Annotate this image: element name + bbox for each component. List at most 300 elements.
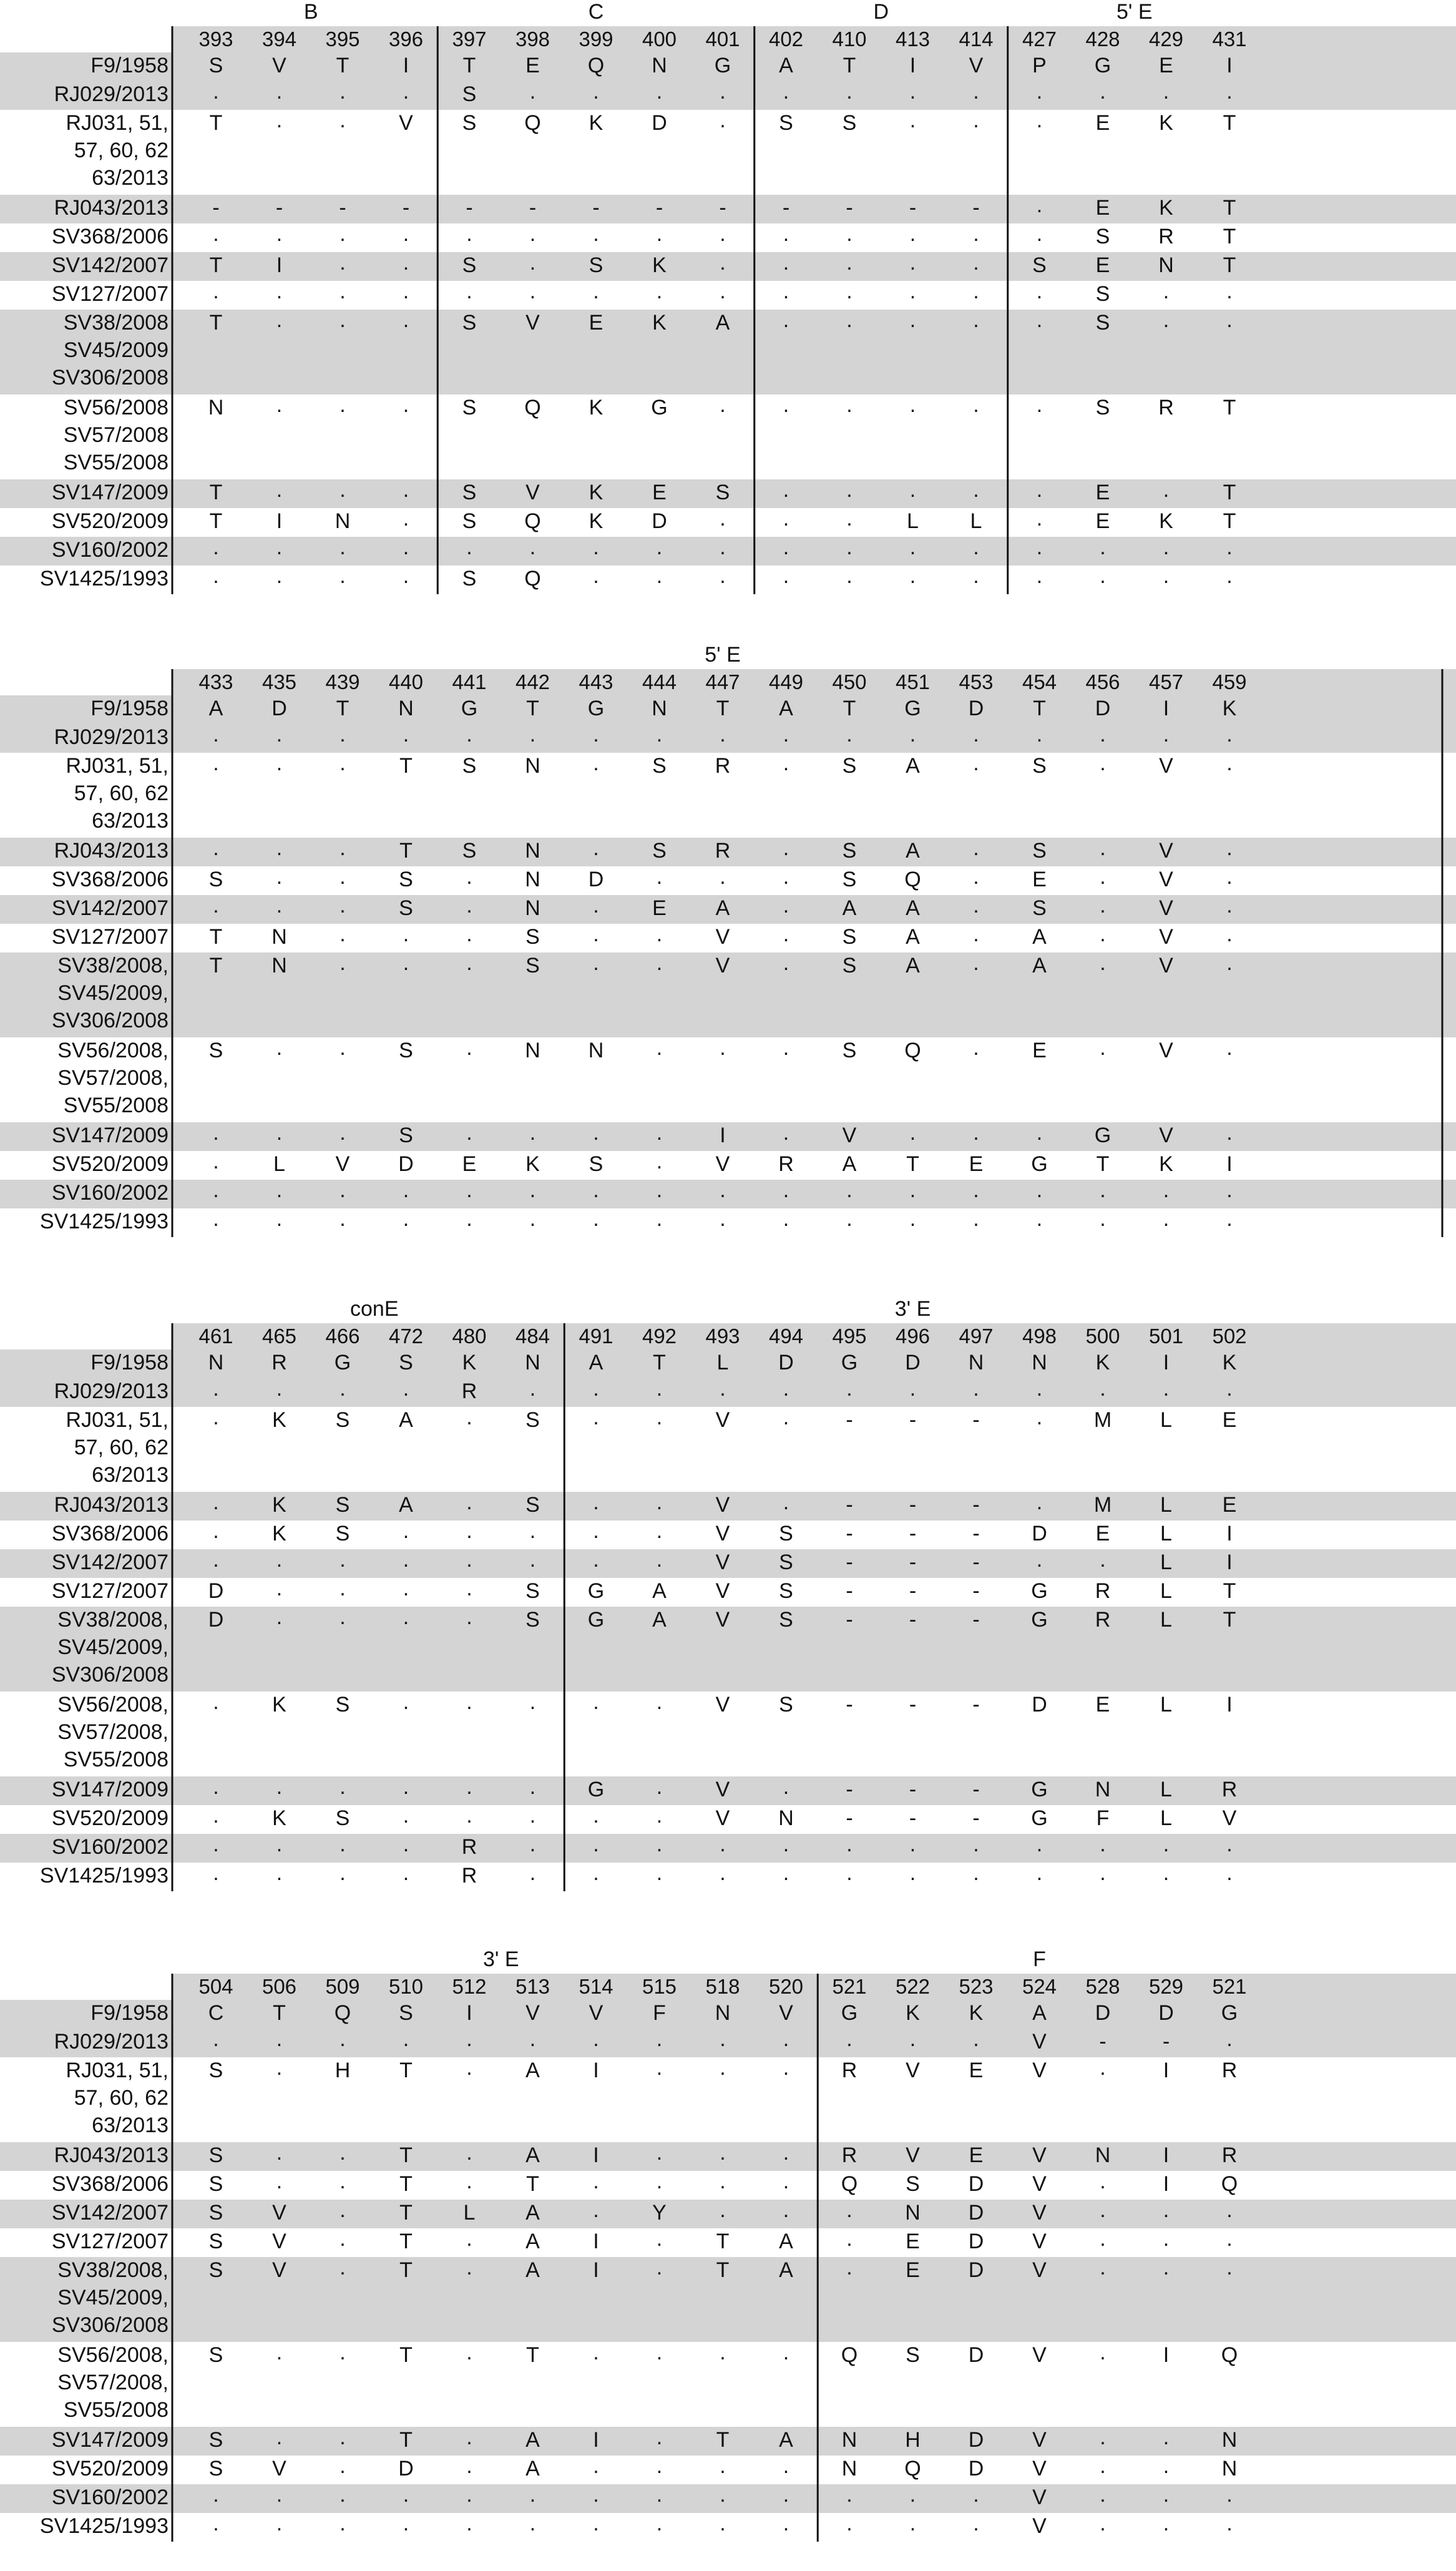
- region-label: 3' E: [482, 1947, 519, 1971]
- residue-cell: S: [208, 1039, 223, 1062]
- residue-cell: V: [715, 954, 730, 977]
- residue-cell: V: [1032, 2343, 1047, 2367]
- residue-cell: T: [653, 1351, 666, 1374]
- residue-cell: .: [846, 2027, 853, 2051]
- residue-cell: .: [783, 1207, 789, 1231]
- residue-cell: .: [213, 564, 219, 588]
- region-label: 5' E: [1116, 0, 1153, 24]
- residue-cell: .: [1226, 2198, 1233, 2222]
- residue-cell: .: [1036, 564, 1043, 588]
- residue-cell: A: [525, 2428, 540, 2452]
- residue-cell: .: [846, 1833, 853, 1856]
- residue-cell: K: [525, 1152, 540, 1176]
- residue-cell: S: [1095, 311, 1110, 335]
- residue-cell: .: [276, 393, 283, 417]
- residue-cell: .: [1100, 894, 1106, 918]
- residue-cell: G: [1094, 1124, 1112, 1147]
- residue-cell: .: [1036, 193, 1043, 217]
- residue-cell: .: [276, 1548, 283, 1572]
- residue-cell: -: [529, 196, 537, 220]
- residue-cell: I: [1226, 54, 1233, 77]
- residue-cell: S: [462, 396, 477, 419]
- position-number: 465: [261, 1325, 297, 1348]
- residue-cell: S: [399, 896, 413, 920]
- residue-cell: Q: [841, 2172, 858, 2196]
- residue-cell: G: [1031, 1579, 1048, 1603]
- residue-cell: E: [652, 896, 667, 920]
- residue-cell: .: [276, 1833, 283, 1856]
- residue-cell: D: [968, 2258, 984, 2282]
- residue-cell: N: [778, 1806, 794, 1830]
- position-number: 450: [832, 670, 867, 693]
- position-number: 472: [388, 1325, 424, 1348]
- residue-cell: V: [525, 311, 540, 335]
- residue-cell: .: [340, 836, 346, 860]
- residue-cell: A: [906, 754, 920, 778]
- residue-cell: D: [905, 1351, 921, 1374]
- residue-cell: .: [403, 2512, 409, 2535]
- residue-cell: .: [783, 2512, 789, 2535]
- residue-cell: .: [1226, 2227, 1233, 2251]
- residue-cell: .: [656, 2170, 663, 2193]
- strain-label: 57, 60, 62: [74, 781, 169, 805]
- residue-cell: .: [973, 752, 979, 775]
- residue-cell: .: [593, 1377, 599, 1401]
- residue-cell: .: [1100, 2256, 1106, 2280]
- region-label: C: [588, 0, 604, 24]
- residue-cell: .: [783, 2027, 789, 2051]
- residue-cell: .: [593, 1406, 599, 1429]
- residue-cell: .: [846, 280, 853, 303]
- residue-cell: .: [1226, 80, 1233, 104]
- residue-cell: .: [213, 723, 219, 747]
- residue-cell: .: [846, 2227, 853, 2251]
- residue-cell: N: [271, 954, 287, 977]
- residue-cell: .: [846, 564, 853, 588]
- residue-cell: T: [1223, 509, 1236, 533]
- residue-cell: G: [587, 1579, 605, 1603]
- residue-cell: F: [1096, 1806, 1110, 1830]
- strain-label: SV56/2008,: [57, 1693, 169, 1716]
- strain-label: SV1425/1993: [39, 1210, 169, 1233]
- residue-cell: V: [715, 1693, 730, 1716]
- residue-cell: .: [529, 1548, 536, 1572]
- residue-cell: V: [272, 2201, 286, 2225]
- residue-cell: E: [525, 54, 540, 77]
- residue-cell: .: [340, 109, 346, 132]
- residue-cell: .: [1226, 1833, 1233, 1856]
- residue-cell: .: [973, 393, 979, 417]
- residue-cell: A: [779, 54, 793, 77]
- residue-cell: E: [1095, 481, 1110, 504]
- residue-cell: .: [529, 1775, 536, 1799]
- residue-cell: .: [593, 1833, 599, 1856]
- residue-cell: .: [656, 536, 663, 559]
- residue-cell: Q: [524, 509, 541, 533]
- residue-cell: .: [846, 478, 853, 502]
- residue-cell: .: [276, 2027, 283, 2051]
- residue-cell: I: [1226, 1522, 1233, 1545]
- residue-cell: S: [906, 2172, 920, 2196]
- residue-cell: .: [593, 894, 599, 918]
- residue-cell: E: [652, 481, 667, 504]
- residue-cell: N: [841, 2457, 857, 2480]
- position-number: 495: [832, 1325, 867, 1348]
- residue-cell: .: [783, 894, 789, 918]
- residue-cell: .: [340, 1121, 346, 1145]
- residue-cell: E: [1095, 253, 1110, 277]
- residue-cell: S: [208, 2172, 223, 2196]
- residue-cell: V: [1159, 1039, 1173, 1062]
- residue-cell: .: [466, 1207, 472, 1231]
- residue-cell: .: [403, 280, 409, 303]
- residue-cell: L: [1160, 1608, 1172, 1632]
- position-number: 521: [832, 1975, 867, 1998]
- residue-cell: E: [1095, 1693, 1110, 1716]
- residue-cell: K: [272, 1693, 286, 1716]
- strain-label: SV142/2007: [51, 1550, 169, 1574]
- residue-cell: G: [587, 1608, 605, 1632]
- position-number: 480: [452, 1325, 487, 1348]
- residue-cell: -: [909, 1806, 917, 1830]
- residue-cell: A: [652, 1579, 667, 1603]
- residue-cell: I: [1163, 2143, 1170, 2167]
- residue-cell: S: [779, 1693, 793, 1716]
- strain-label: SV127/2007: [51, 282, 169, 306]
- position-number: 522: [895, 1975, 931, 1998]
- residue-cell: .: [783, 1861, 789, 1885]
- residue-cell: .: [213, 1519, 219, 1543]
- residue-cell: T: [1223, 1579, 1236, 1603]
- residue-cell: .: [656, 1833, 663, 1856]
- residue-cell: .: [466, 2256, 472, 2280]
- residue-cell: .: [846, 2483, 853, 2507]
- residue-cell: D: [398, 1152, 414, 1176]
- residue-cell: V: [1032, 2230, 1047, 2253]
- position-number: 440: [388, 670, 424, 693]
- residue-cell: .: [593, 1178, 599, 1202]
- residue-cell: .: [656, 865, 663, 889]
- residue-cell: .: [720, 507, 726, 531]
- residue-cell: .: [276, 1121, 283, 1145]
- residue-cell: .: [593, 222, 599, 246]
- residue-cell: S: [779, 1608, 793, 1632]
- residue-cell: -: [212, 196, 220, 220]
- residue-cell: .: [656, 564, 663, 588]
- strain-label: SV520/2009: [51, 1152, 169, 1176]
- residue-cell: S: [589, 1152, 603, 1176]
- residue-cell: .: [1226, 951, 1233, 975]
- residue-cell: .: [909, 2483, 916, 2507]
- residue-cell: .: [593, 2170, 599, 2193]
- residue-cell: .: [403, 1207, 409, 1231]
- residue-cell: T: [209, 509, 223, 533]
- residue-cell: N: [1032, 1351, 1047, 1374]
- residue-cell: .: [973, 836, 979, 860]
- residue-cell: .: [529, 723, 536, 747]
- residue-cell: V: [842, 1124, 857, 1147]
- residue-cell: T: [209, 925, 223, 949]
- residue-cell: .: [1100, 836, 1106, 860]
- residue-cell: .: [783, 1491, 789, 1514]
- residue-cell: .: [656, 2056, 663, 2080]
- strain-label: RJ043/2013: [54, 839, 169, 863]
- residue-cell: G: [651, 396, 668, 419]
- strain-label: SV45/2009,: [57, 2286, 169, 2309]
- residue-cell: N: [335, 509, 351, 533]
- residue-cell: D: [968, 2201, 984, 2225]
- residue-cell: .: [593, 1491, 599, 1514]
- residue-cell: .: [1100, 2056, 1106, 2080]
- residue-cell: .: [529, 1861, 536, 1885]
- residue-cell: T: [336, 697, 349, 720]
- residue-cell: A: [779, 2258, 793, 2282]
- residue-cell: .: [1163, 2227, 1170, 2251]
- residue-cell: .: [466, 536, 472, 559]
- residue-cell: .: [656, 2256, 663, 2280]
- residue-cell: .: [783, 2483, 789, 2507]
- residue-cell: E: [1222, 1408, 1237, 1432]
- strain-label: RJ029/2013: [54, 82, 169, 106]
- residue-cell: .: [720, 2198, 726, 2222]
- residue-cell: S: [1032, 896, 1047, 920]
- residue-cell: .: [909, 1207, 916, 1231]
- residue-cell: .: [783, 723, 789, 747]
- position-number: 442: [515, 670, 550, 693]
- residue-cell: -: [972, 1778, 980, 1801]
- residue-cell: .: [276, 1207, 283, 1231]
- residue-cell: -: [782, 196, 790, 220]
- residue-cell: .: [340, 2227, 346, 2251]
- residue-cell: A: [906, 896, 920, 920]
- residue-cell: .: [1163, 2198, 1170, 2222]
- residue-cell: I: [593, 2230, 599, 2253]
- position-number: 449: [768, 670, 804, 693]
- strain-label: SV368/2006: [51, 1522, 169, 1545]
- residue-cell: .: [276, 109, 283, 132]
- residue-cell: K: [969, 2001, 984, 2025]
- residue-cell: .: [1100, 1861, 1106, 1885]
- residue-cell: G: [841, 1351, 858, 1374]
- residue-cell: R: [1095, 1608, 1111, 1632]
- residue-cell: .: [783, 836, 789, 860]
- residue-cell: .: [846, 393, 853, 417]
- residue-cell: .: [1163, 1861, 1170, 1885]
- residue-cell: .: [1036, 507, 1043, 531]
- residue-cell: .: [783, 536, 789, 559]
- residue-cell: .: [340, 536, 346, 559]
- residue-cell: A: [1032, 2001, 1047, 2025]
- residue-cell: .: [1226, 2483, 1233, 2507]
- residue-cell: -: [909, 1778, 917, 1801]
- residue-cell: .: [466, 2426, 472, 2449]
- residue-cell: H: [335, 2059, 351, 2082]
- residue-cell: R: [1221, 1778, 1238, 1801]
- residue-cell: .: [1036, 1406, 1043, 1429]
- residue-cell: S: [208, 2258, 223, 2282]
- residue-cell: .: [466, 2027, 472, 2051]
- residue-cell: .: [276, 1577, 283, 1600]
- residue-cell: .: [340, 2141, 346, 2165]
- residue-cell: S: [652, 839, 667, 863]
- residue-cell: A: [779, 2230, 793, 2253]
- residue-cell: .: [213, 1548, 219, 1572]
- residue-cell: V: [1032, 2428, 1047, 2452]
- residue-cell: I: [466, 2001, 472, 2025]
- residue-cell: S: [335, 1493, 350, 1517]
- residue-cell: S: [779, 1522, 793, 1545]
- residue-cell: .: [593, 1121, 599, 1145]
- residue-cell: .: [340, 2512, 346, 2535]
- residue-cell: .: [213, 80, 219, 104]
- strain-label: RJ043/2013: [54, 196, 169, 220]
- residue-cell: V: [272, 54, 286, 77]
- residue-cell: .: [276, 222, 283, 246]
- residue-cell: .: [403, 1833, 409, 1856]
- residue-cell: K: [589, 111, 603, 135]
- residue-cell: S: [715, 481, 730, 504]
- residue-cell: G: [1094, 54, 1112, 77]
- strain-label: SV147/2009: [51, 481, 169, 504]
- residue-cell: .: [213, 2512, 219, 2535]
- residue-cell: V: [272, 2258, 286, 2282]
- residue-cell: S: [652, 754, 667, 778]
- residue-cell: .: [720, 2454, 726, 2478]
- residue-cell: .: [340, 222, 346, 246]
- residue-cell: N: [525, 1351, 540, 1374]
- residue-cell: A: [208, 697, 223, 720]
- strain-label: F9/1958: [90, 54, 169, 77]
- strain-label: SV55/2008: [63, 2398, 169, 2422]
- region-label: D: [873, 0, 889, 24]
- residue-cell: L: [907, 509, 919, 533]
- residue-cell: E: [969, 2059, 984, 2082]
- position-number: 393: [198, 27, 233, 51]
- residue-cell: V: [272, 2457, 286, 2480]
- residue-cell: .: [909, 308, 916, 332]
- residue-cell: .: [720, 564, 726, 588]
- residue-cell: V: [272, 2230, 286, 2253]
- residue-cell: .: [529, 251, 536, 275]
- residue-cell: .: [1163, 1377, 1170, 1401]
- residue-cell: E: [1032, 1039, 1047, 1062]
- residue-cell: R: [461, 1379, 477, 1403]
- residue-cell: S: [842, 954, 857, 977]
- residue-cell: R: [841, 2143, 857, 2167]
- residue-cell: D: [968, 2428, 984, 2452]
- region-label: 5' E: [705, 643, 741, 667]
- residue-cell: .: [1100, 2341, 1106, 2364]
- residue-cell: .: [1036, 1121, 1043, 1145]
- position-number: 439: [325, 670, 360, 693]
- residue-cell: .: [403, 2027, 409, 2051]
- alignment-panel-3: [0, 1297, 1456, 1891]
- residue-cell: .: [656, 923, 663, 946]
- residue-cell: .: [973, 2512, 979, 2535]
- residue-cell: K: [1159, 196, 1173, 220]
- residue-cell: .: [340, 2170, 346, 2193]
- residue-cell: .: [846, 507, 853, 531]
- residue-cell: .: [340, 1178, 346, 1202]
- residue-cell: A: [1032, 925, 1047, 949]
- residue-cell: .: [276, 2512, 283, 2535]
- strain-label: SV368/2006: [51, 225, 169, 248]
- residue-cell: .: [656, 1150, 663, 1173]
- residue-cell: .: [213, 1377, 219, 1401]
- residue-cell: .: [593, 564, 599, 588]
- residue-cell: T: [1223, 481, 1236, 504]
- residue-cell: K: [906, 2001, 920, 2025]
- residue-cell: .: [1036, 478, 1043, 502]
- residue-cell: N: [525, 839, 540, 863]
- residue-cell: A: [525, 2457, 540, 2480]
- residue-cell: Q: [904, 2457, 921, 2480]
- residue-cell: .: [466, 1036, 472, 1060]
- residue-cell: .: [340, 280, 346, 303]
- residue-cell: A: [525, 2059, 540, 2082]
- residue-cell: .: [973, 2027, 979, 2051]
- residue-cell: .: [909, 1178, 916, 1202]
- residue-cell: T: [209, 311, 223, 335]
- strain-label: F9/1958: [90, 697, 169, 720]
- residue-cell: T: [399, 2230, 413, 2253]
- residue-cell: .: [276, 1178, 283, 1202]
- residue-cell: .: [846, 308, 853, 332]
- residue-cell: .: [1100, 1178, 1106, 1202]
- residue-cell: .: [973, 478, 979, 502]
- residue-cell: .: [403, 564, 409, 588]
- residue-cell: S: [462, 839, 477, 863]
- position-number: 500: [1085, 1325, 1120, 1348]
- residue-cell: S: [462, 754, 477, 778]
- strain-label: RJ043/2013: [54, 2143, 169, 2167]
- residue-cell: S: [779, 111, 793, 135]
- residue-cell: Q: [524, 396, 541, 419]
- strain-label: SV160/2002: [51, 1181, 169, 1205]
- residue-cell: .: [276, 2141, 283, 2165]
- strain-label: SV306/2008: [51, 1663, 169, 1687]
- strain-label: SV55/2008: [63, 1748, 169, 1771]
- residue-cell: T: [526, 2343, 539, 2367]
- strain-label: SV38/2008,: [57, 1608, 169, 1632]
- residue-cell: .: [1036, 1833, 1043, 1856]
- residue-cell: R: [841, 2059, 857, 2082]
- residue-cell: .: [783, 478, 789, 502]
- residue-cell: T: [399, 754, 413, 778]
- residue-cell: .: [656, 222, 663, 246]
- residue-cell: .: [529, 536, 536, 559]
- region-label: B: [303, 0, 318, 24]
- residue-cell: .: [593, 1804, 599, 1828]
- residue-cell: S: [399, 868, 413, 891]
- residue-cell: .: [846, 251, 853, 275]
- residue-cell: S: [208, 2143, 223, 2167]
- residue-cell: .: [1100, 80, 1106, 104]
- residue-cell: E: [1095, 111, 1110, 135]
- residue-cell: V: [1159, 925, 1173, 949]
- strain-label: SV142/2007: [51, 2201, 169, 2225]
- residue-cell: .: [340, 2483, 346, 2507]
- residue-cell: .: [973, 280, 979, 303]
- residue-cell: V: [1032, 2059, 1047, 2082]
- residue-cell: .: [213, 894, 219, 918]
- residue-cell: .: [276, 280, 283, 303]
- residue-cell: .: [276, 723, 283, 747]
- residue-cell: S: [399, 1039, 413, 1062]
- residue-cell: .: [1226, 752, 1233, 775]
- residue-cell: .: [466, 1178, 472, 1202]
- residue-cell: .: [656, 2227, 663, 2251]
